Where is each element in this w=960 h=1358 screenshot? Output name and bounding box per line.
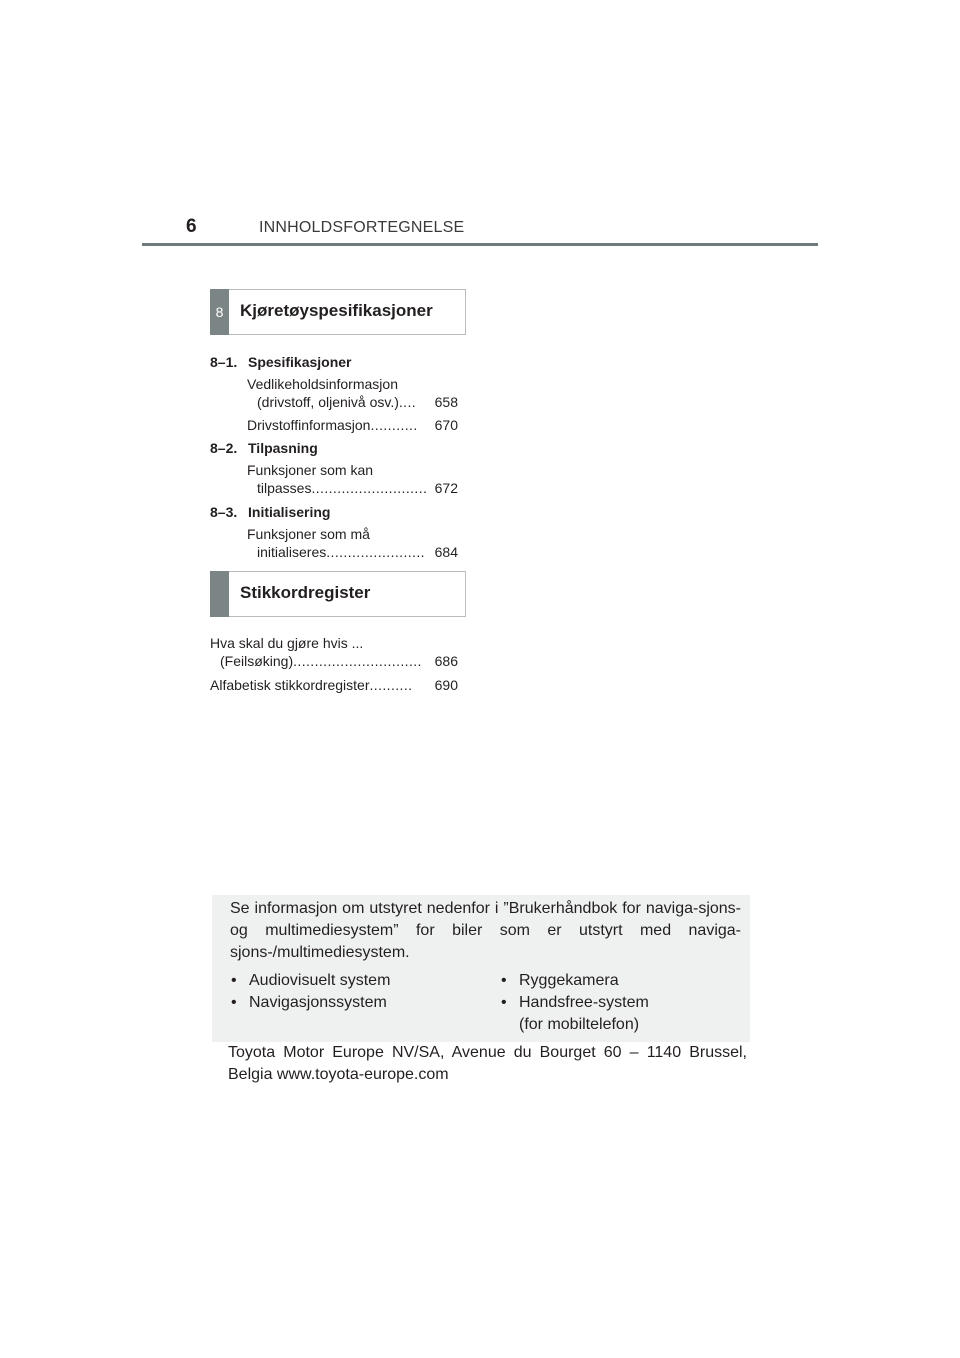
list-item <box>501 992 649 1014</box>
toc-entry-title: Funksjoner som må <box>247 526 370 542</box>
toc-entry-title: Alfabetisk stikkordregister <box>210 677 370 693</box>
list-item <box>231 970 390 992</box>
list-item <box>231 992 387 1014</box>
toc-leader-dots: .............................. <box>293 653 422 669</box>
info-box-text: Se informasjon om utstyret nedenfor i ”Brukerhåndbok for naviga-sjons- og multimediesystem” for biler som er utstyrt med naviga-sjons-/multimediesystem. <box>230 900 741 961</box>
toc-entry[interactable] <box>247 525 458 561</box>
toc-entry-title: Vedlikeholdsinformasjon <box>247 376 398 392</box>
page-number: 6 <box>186 216 197 237</box>
list-item-label: Handsfree-system <box>519 994 649 1011</box>
list-item <box>501 970 619 992</box>
bullet: • <box>501 994 507 1011</box>
toc-entry-title: Hva skal du gjøre hvis ... <box>210 635 364 651</box>
list-item-label: Navigasjonssystem <box>249 994 387 1011</box>
toc-leader-dots: .......... <box>369 677 413 693</box>
toc-leader-dots: ....................... <box>326 544 425 560</box>
toc-page-number: 672 <box>434 480 458 496</box>
bullet: • <box>231 994 237 1011</box>
publisher-address: Toyota Motor Europe NV/SA, Avenue du Bourget 60 – 1140 Brussel, Belgia www.toyota-europe.com <box>228 1044 747 1083</box>
toc-entry-title-cont: (Feilsøking) <box>220 653 294 669</box>
toc-page-number: 670 <box>434 417 458 433</box>
toc-group-title: Tilpasning <box>248 440 318 456</box>
multimedia-info-box <box>212 895 750 1042</box>
section-tab-number <box>210 571 229 617</box>
toc-group-number: 8–1. <box>210 354 238 370</box>
section-header-index <box>210 571 466 617</box>
page-header-title: INNHOLDSFORTEGNELSE <box>259 219 465 236</box>
toc-group-heading[interactable] <box>210 439 318 457</box>
section-title: Stikkordregister <box>240 583 371 602</box>
toc-group-number: 8–3. <box>210 504 238 520</box>
list-item-label: Ryggekamera <box>519 972 619 989</box>
toc-group-title: Spesifikasjoner <box>248 354 352 370</box>
section-header-vehicle-specs <box>210 289 466 335</box>
toc-group-number: 8–2. <box>210 440 238 456</box>
toc-entry[interactable] <box>210 634 458 670</box>
bullet: • <box>231 972 237 989</box>
list-item-label: Audiovisuelt system <box>249 972 391 989</box>
toc-entry[interactable] <box>247 375 458 411</box>
toc-group-heading[interactable] <box>210 503 330 521</box>
toc-page-number: 686 <box>434 653 458 669</box>
toc-entry-title-cont: initialiseres <box>257 544 327 560</box>
toc-page-number: 658 <box>434 394 458 410</box>
toc-leader-dots: .... <box>398 394 417 410</box>
section-title: Kjøretøyspesifikasjoner <box>240 301 433 320</box>
list-item-cont: (for mobiltelefon) <box>519 1016 640 1033</box>
toc-entry-title: Funksjoner som kan <box>247 462 374 478</box>
toc-entry-title-cont: tilpasses <box>257 480 312 496</box>
toc-leader-dots: ........................... <box>311 480 428 496</box>
toc-group-title: Initialisering <box>248 504 331 520</box>
toc-entry[interactable] <box>247 416 458 434</box>
toc-leader-dots: ........... <box>370 417 418 433</box>
toc-entry[interactable] <box>210 676 458 694</box>
toc-entry-title: Drivstoffinformasjon <box>247 417 371 433</box>
header-divider <box>142 243 818 246</box>
toc-entry[interactable] <box>247 461 458 497</box>
toc-group-heading[interactable] <box>210 353 352 371</box>
toc-entry-title-cont: (drivstoff, oljenivå osv.) <box>257 394 399 410</box>
bullet: • <box>501 972 507 989</box>
toc-page-number: 690 <box>434 677 458 693</box>
toc-page-number: 684 <box>434 544 458 560</box>
section-tab-number: 8 <box>210 289 229 335</box>
